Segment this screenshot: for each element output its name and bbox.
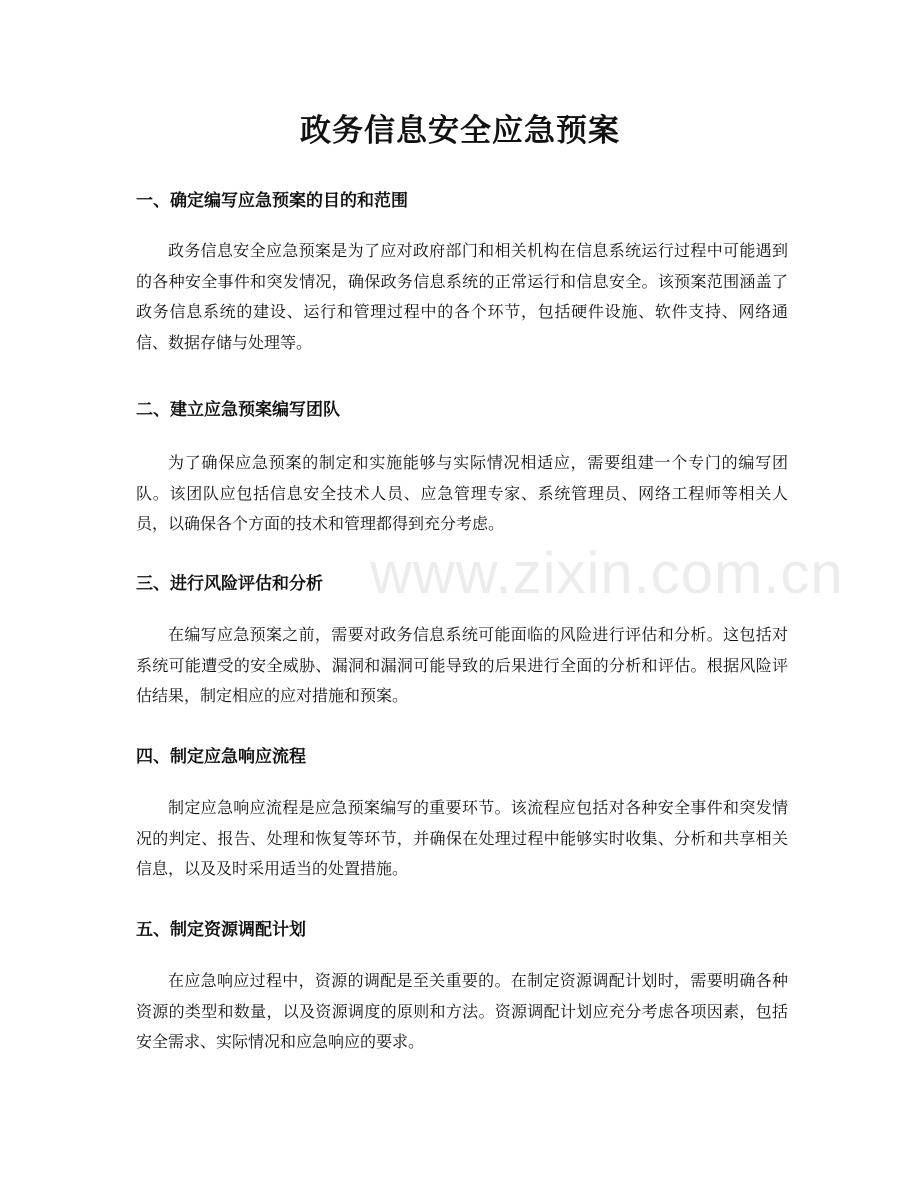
section-body-2: 为了确保应急预案的制定和实施能够与实际情况相适应，需要组建一个专门的编写团队。该团队应包括信息安全技术人员、应急管理专家、系统管理员、网络工程师等相关人员，以确保各个方面的技术和管理都得到充分考虑。: [136, 453, 788, 533]
section-heading-3: 三、进行风险评估和分析: [136, 574, 323, 594]
section-body-5: 在应急响应过程中，资源的调配是至关重要的。在制定资源调配计划时，需要明确各种资源的类型和数量，以及资源调度的原则和方法。资源调配计划应充分考虑各项因素，包括安全需求、实际情况和应急响应的要求。: [136, 971, 788, 1051]
section-heading-1: 一、确定编写应急预案的目的和范围: [136, 191, 408, 211]
section-heading-4: 四、制定应急响应流程: [136, 747, 306, 767]
section-heading-2: 二、建立应急预案编写团队: [136, 400, 340, 420]
section-body-1: 政务信息安全应急预案是为了应对政府部门和相关机构在信息系统运行过程中可能遇到的各种安全事件和突发情况，确保政务信息系统的正常运行和信息安全。该预案范围涵盖了政务信息系统的建设、运行和管理过程中的各个环节，包括硬件设施、软件支持、网络通信、数据存储与处理等。: [136, 241, 788, 352]
document-title: 政务信息安全应急预案: [300, 113, 620, 149]
watermark-text: www.zixin.com.cn: [370, 541, 844, 606]
section-body-4: 制定应急响应流程是应急预案编写的重要环节。该流程应包括对各种安全事件和突发情况的判定、报告、处理和恢复等环节，并确保在处理过程中能够实时收集、分析和共享相关信息，以及及时采用适当的处置措施。: [136, 798, 788, 878]
section-heading-5: 五、制定资源调配计划: [136, 920, 306, 940]
section-body-3: 在编写应急预案之前，需要对政务信息系统可能面临的风险进行评估和分析。这包括对系统可能遭受的安全威胁、漏洞和漏洞可能导致的后果进行全面的分析和评估。根据风险评估结果，制定相应的应对措施和预案。: [136, 625, 788, 705]
